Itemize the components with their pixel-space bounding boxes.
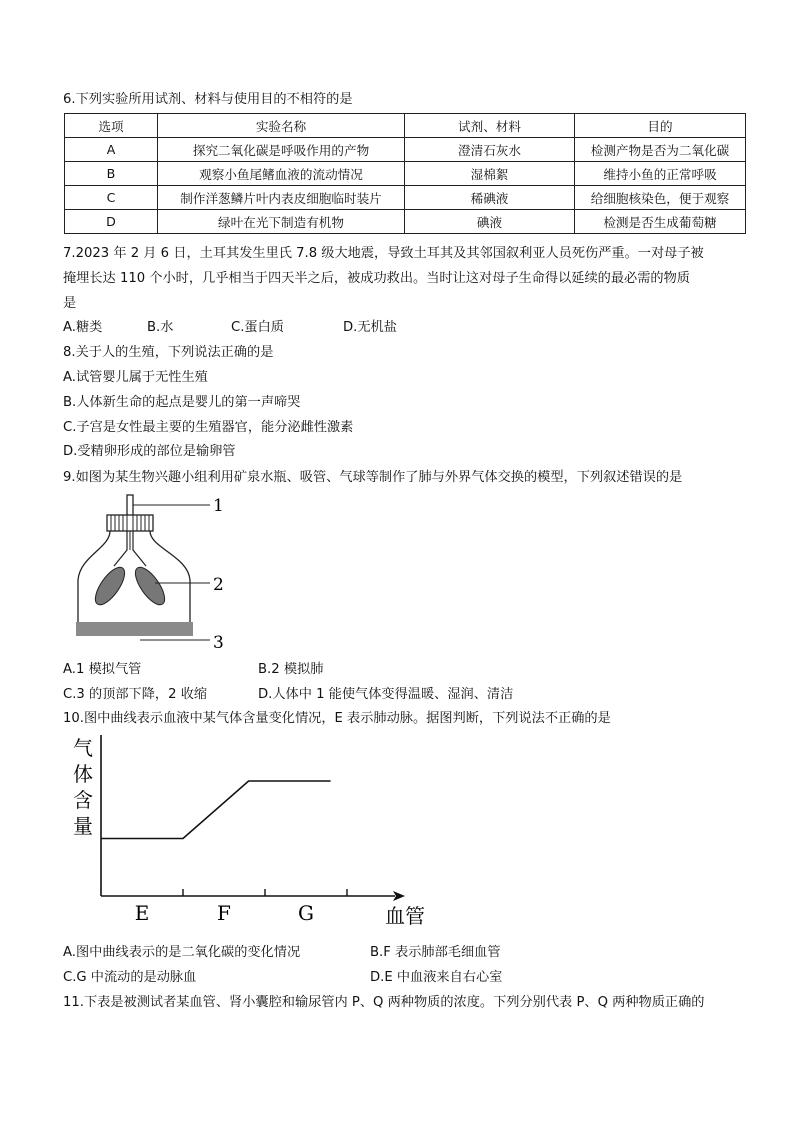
figure-label-3: 3	[213, 633, 224, 653]
table-header: 选项	[65, 114, 158, 138]
table-cell: B	[65, 162, 158, 186]
table-cell: 湿棉絮	[405, 162, 575, 186]
q10-option-d: D.E 中血液来自右心室	[370, 970, 503, 985]
table-cell: C	[65, 186, 158, 210]
q7-option-b: B.水	[147, 320, 174, 335]
q9-stem: 9.如图为某生物兴趣小组利用矿泉水瓶、吸管、气球等制作了肺与外界气体交换的模型，下列叙述错误的是	[63, 470, 683, 485]
q7-stem-line2: 掩埋长达 110 个小时，几乎相当于四天半之后，被成功救出。当时让这对母子生命得以延续的最必需的物质	[63, 271, 690, 286]
table-cell: 观察小鱼尾鳍血液的流动情况	[158, 162, 405, 186]
x-tick-label: G	[298, 901, 314, 925]
table-cell: 给细胞核染色，便于观察	[575, 186, 746, 210]
q8-option-c: C.子宫是女性最主要的生殖器官，能分泌雌性激素	[63, 420, 354, 435]
y-axis-label-char: 含	[73, 788, 93, 812]
q9-option-c: C.3 的顶部下降，2 收缩	[63, 687, 208, 702]
q7-option-d: D.无机盐	[343, 320, 397, 335]
y-axis-label-char: 体	[73, 762, 93, 786]
table-cell: 探究二氧化碳是呼吸作用的产物	[158, 138, 405, 162]
table-header: 目的	[575, 114, 746, 138]
table-cell: 碘液	[405, 210, 575, 234]
lung-model-figure	[70, 490, 230, 652]
q9-option-d: D.人体中 1 能使气体变得温暖、湿润、清洁	[258, 687, 514, 702]
q7-stem-line1: 7.2023 年 2 月 6 日，土耳其发生里氏 7.8 级大地震，导致土耳其及其邻国叙利亚人员死伤严重。一对母子被	[63, 246, 704, 261]
table-header-row	[65, 114, 746, 138]
q8-option-a: A.试管婴儿属于无性生殖	[63, 370, 208, 385]
table-row	[65, 186, 746, 210]
table-header: 实验名称	[158, 114, 405, 138]
y-axis-label-char: 气	[73, 736, 93, 760]
q10-option-b: B.F 表示肺部毛细血管	[370, 945, 501, 960]
q10-stem: 10.图中曲线表示血液中某气体含量变化情况，E 表示肺动脉。据图判断，下列说法不正确的是	[63, 711, 611, 726]
gas-content-line	[101, 781, 331, 839]
table-row	[65, 210, 746, 234]
q7-option-c: C.蛋白质	[231, 320, 284, 335]
table-header: 试剂、材料	[405, 114, 575, 138]
table-cell: A	[65, 138, 158, 162]
q9-option-a: A.1 模拟气管	[63, 662, 142, 677]
q11-stem: 11.下表是被测试者某血管、肾小囊腔和输尿管内 P、Q 两种物质的浓度。下列分别代表 P、Q 两种物质正确的	[63, 995, 705, 1010]
table-cell: 制作洋葱鳞片叶内表皮细胞临时装片	[158, 186, 405, 210]
table-row	[65, 162, 746, 186]
q8-stem: 8.关于人的生殖，下列说法正确的是	[63, 345, 274, 360]
x-tick-label: E	[134, 901, 150, 925]
q9-option-b: B.2 模拟肺	[258, 662, 324, 677]
table-cell: 维持小鱼的正常呼吸	[575, 162, 746, 186]
q10-option-a: A.图中曲线表示的是二氧化碳的变化情况	[63, 945, 301, 960]
x-axis-label: 血管	[385, 904, 425, 928]
x-tick-label: F	[217, 901, 231, 925]
q7-option-a: A.糖类	[63, 320, 103, 335]
y-axis-label-char: 量	[73, 814, 93, 838]
table-cell: 稀碘液	[405, 186, 575, 210]
figure-label-2: 2	[213, 575, 224, 595]
experiment-table	[64, 113, 746, 234]
q10-option-c: C.G 中流动的是动脉血	[63, 970, 197, 985]
table-cell: D	[65, 210, 158, 234]
q6-stem: 6.下列实验所用试剂、材料与使用目的不相符的是	[63, 92, 353, 107]
blood-gas-line-chart	[60, 730, 425, 935]
table-cell: 绿叶在光下制造有机物	[158, 210, 405, 234]
q8-option-b: B.人体新生命的起点是婴儿的第一声啼哭	[63, 395, 301, 410]
q8-option-d: D.受精卵形成的部位是输卵管	[63, 444, 236, 459]
figure-label-1: 1	[213, 496, 224, 516]
table-cell: 澄清石灰水	[405, 138, 575, 162]
q7-stem-line3: 是	[63, 296, 77, 311]
table-cell: 检测是否生成葡萄糖	[575, 210, 746, 234]
table-cell: 检测产物是否为二氧化碳	[575, 138, 746, 162]
table-row	[65, 138, 746, 162]
